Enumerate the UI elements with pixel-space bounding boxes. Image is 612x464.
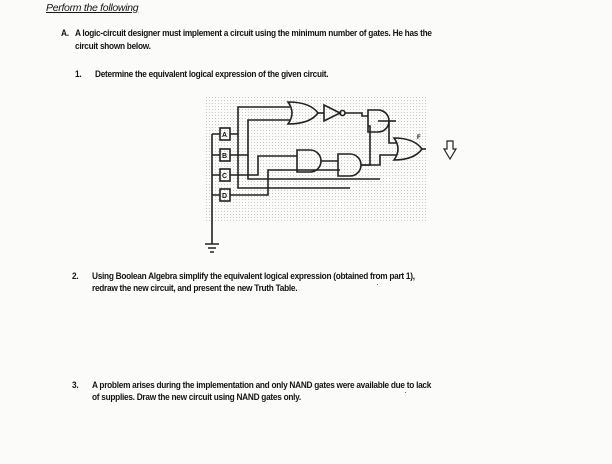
item2-line1: Using Boolean Algebra simplify the equivalent logical expression (obtained from part 1), bbox=[92, 271, 415, 281]
output-f-label: F bbox=[417, 135, 421, 141]
question-a-marker: A. bbox=[61, 28, 69, 38]
input-d-label: D bbox=[222, 193, 228, 200]
item2-line2: redraw the new circuit, and present the new Truth Table. bbox=[92, 283, 298, 293]
mouse-cursor-icon bbox=[442, 140, 458, 160]
input-c-label: C bbox=[222, 173, 228, 180]
input-b-label: B bbox=[222, 153, 228, 160]
item2-number: 2. bbox=[72, 271, 79, 281]
item3-number: 3. bbox=[72, 380, 79, 390]
item1-number: 1. bbox=[75, 69, 82, 79]
pen-mark-2: · bbox=[404, 388, 407, 397]
logic-circuit-diagram bbox=[200, 94, 430, 266]
input-a-label: A bbox=[222, 132, 228, 139]
item1-text: Determine the equivalent logical expression of the given circuit. bbox=[95, 69, 329, 79]
item3-line2: of supplies. Draw the new circuit using NAND gates only. bbox=[92, 392, 301, 402]
item3-line1: A problem arises during the implementation and only NAND gates were available due to lack bbox=[92, 380, 432, 390]
question-a-line1: A logic-circuit designer must implement a circuit using the minimum number of gates. He has the bbox=[75, 28, 432, 38]
pen-mark: · bbox=[376, 280, 379, 289]
question-a-line2: circuit shown below. bbox=[75, 41, 151, 51]
page-heading: Perform the following bbox=[46, 2, 139, 14]
